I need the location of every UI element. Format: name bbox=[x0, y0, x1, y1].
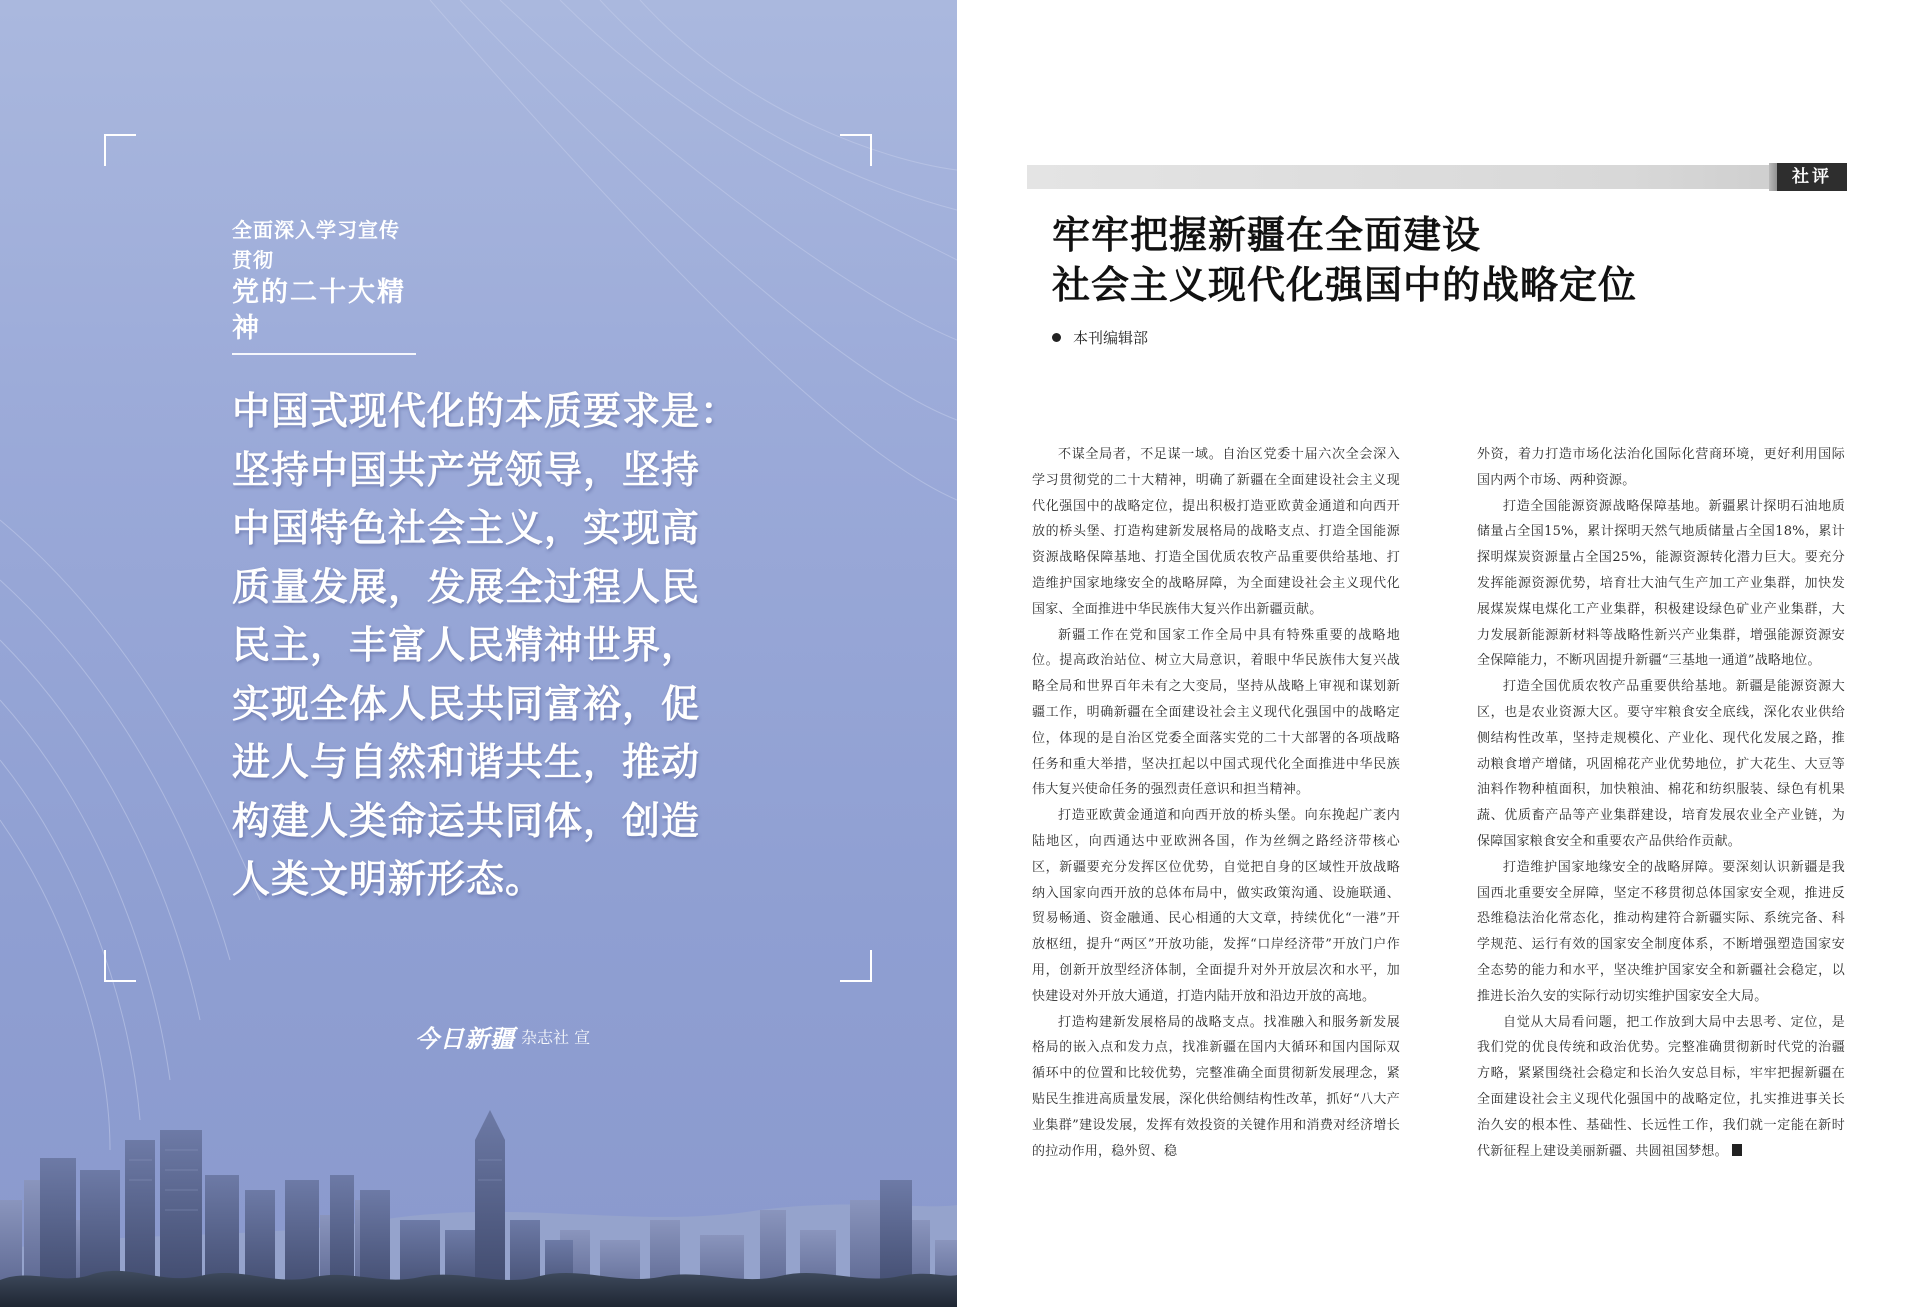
left-page bbox=[0, 0, 957, 1307]
paragraph: 打造全国能源资源战略保障基地。新疆累计探明石油地质储量占全国15%，累计探明天然气地质储量占全国18%，累计探明煤炭资源量占全国25%，能源资源转化潜力巨大。要充分发挥能源资源优势，培育壮大油气生产加工产业集群，加快发展煤炭煤电煤化工产业集群，积极建设绿色矿业产业集群，大力发展新能源新材料等战略性新兴产业集群，增强能源资源安全保障能力，不断巩固提升新疆“三基地一通道”战略地位。 bbox=[1477, 498, 1845, 669]
city-skyline-image bbox=[0, 1080, 957, 1307]
frame-corner-bottom-right bbox=[840, 950, 872, 982]
paragraph: 打造构建新发展格局的战略支点。找准融入和服务新发展格局的嵌入点和发力点，找准新疆在国内大循环和国内国际双循环中的位置和比较优势，完整准确全面贯彻新发展理念，紧贴民生推进高质量发展，深化供给侧结构性改革，抓好“八大产业集群”建设发展，发挥有效投资的关键作用和消费对经济增长的拉动作用，稳外贸、稳 bbox=[1032, 1014, 1400, 1159]
quote-line: 中国特色社会主义，实现高 bbox=[232, 506, 701, 550]
frame-corner-top-left bbox=[104, 134, 136, 166]
quote-line: 质量发展，发展全过程人民 bbox=[232, 564, 701, 609]
column-tag: 社评 bbox=[1777, 163, 1847, 191]
paragraph: 打造亚欧黄金通道和向西开放的桥头堡。向东挽起广袤内陆地区，向西通达中亚欧洲各国，作为丝绸之路经济带核心区，新疆要充分发挥区位优势，自觉把自身的区域性开放战略纳入国家向西开放的总体布局中，做实政策沟通、设施联通、贸易畅通、资金融通、民心相通的大文章，持续优化“一港”开放枢纽，提升“两区”开放功能，发挥“口岸经济带”开放门户作用，创新开放型经济体制，全面提升对外开放层次和水平，加快建设对外开放大通道，打造内陆开放和沿边开放的高地。 bbox=[1032, 808, 1400, 1004]
paragraph: 新疆工作在党和国家工作全局中具有特殊重要的战略地位。提高政治站位、树立大局意识，着眼中华民族伟大复兴战略全局和世界百年未有之大变局，坚持从战略上审视和谋划新疆工作，明确新疆在全面建设社会主义现代化强国中的战略定位，体现的是自治区党委全面落实党的二十大部署的各项战略任务和重大举措，坚决扛起以中国式现代化全面推进中华民族伟大复兴使命任务的强烈责任意识和担当精神。 bbox=[1032, 627, 1400, 798]
publisher-suffix: 杂志社 宣 bbox=[521, 1027, 591, 1047]
frame-corner-top-right bbox=[840, 134, 872, 166]
theme-line-1: 全面深入学习宣传贯彻 bbox=[232, 218, 400, 272]
quote-line: 民主，丰富人民精神世界， bbox=[232, 623, 701, 667]
section-header-bar bbox=[1027, 165, 1777, 189]
paragraph-text: 自觉从大局看问题，把工作放到大局中去思考、定位，是我们党的优良传统和政治优势。完整准确贯彻新时代党的治疆方略，紧紧围绕社会稳定和长治久安总目标，牢牢把握新疆在全面建设社会主义现代化强国中的战略定位，扎实推进事关长治久安的根本性、基础性、长远性工作，我们就一定能在新时代新征程上建设美丽新疆、共圆祖国梦想。 bbox=[1477, 1014, 1845, 1159]
paragraph: 不谋全局者，不足谋一域。自治区党委十届六次全会深入学习贯彻党的二十大精神，明确了新疆在全面建设社会主义现代化强国中的战略定位，提出积极打造亚欧黄金通道和向西开放的桥头堡、打造构建新发展格局的战略支点、打造全国能源资源战略保障基地、打造全国优质农牧产品重要供给基地、打造维护国家地缘安全的战略屏障，为全面建设社会主义现代化国家、全面推进中华民族伟大复兴作出新疆贡献。 bbox=[1032, 447, 1400, 617]
theme-heading bbox=[232, 215, 416, 355]
paragraph: 打造全国优质农牧产品重要供给基地。新疆是能源资源大区，也是农业资源大区。要守牢粮食安全底线，深化农业供给侧结构性改革，坚持走规模化、产业化、现代化发展之路，推动粮食增产增储，巩固棉花产业优势地位，扩大花生、大豆等油料作物种植面积，加快粮油、棉花和纺织服装、绿色有机果蔬、优质畜产品等产业集群建设，培育发展农业全产业链，为保障国家粮食安全和重要农产品供给作贡献。 bbox=[1477, 679, 1845, 849]
key-quote bbox=[232, 382, 752, 909]
paragraph-last bbox=[1477, 1010, 1845, 1165]
byline bbox=[1052, 327, 1148, 348]
frame-corner-bottom-left bbox=[104, 950, 136, 982]
quote-line: 构建人类命运共同体，创造 bbox=[232, 798, 701, 843]
quote-line: 坚持中国共产党领导，坚持 bbox=[232, 447, 701, 492]
end-of-article-icon bbox=[1732, 1144, 1742, 1156]
quote-line: 进人与自然和谐共生，推动 bbox=[232, 740, 701, 784]
quote-line: 实现全体人民共同富裕，促 bbox=[232, 681, 701, 726]
theme-underline bbox=[232, 353, 416, 355]
publisher-credit bbox=[415, 1018, 590, 1054]
paragraph: 打造维护国家地缘安全的战略屏障。要深刻认识新疆是我国西北重要安全屏障，坚定不移贯彻总体国家安全观，推进反恐维稳法治化常态化，推动构建符合新疆实际、系统完备、科学规范、运行有效的国家安全制度体系，不断增强塑造国家安全态势的能力和水平，坚决维护国家安全和新疆社会稳定，以推进长治久安的实际行动切实维护国家安全大局。 bbox=[1477, 859, 1845, 1004]
author: 本刊编辑部 bbox=[1073, 329, 1149, 347]
quote-line: 中国式现代化的本质要求是： bbox=[232, 389, 740, 433]
theme-line-2: 党的二十大精神 bbox=[232, 277, 406, 344]
quote-line: 人类文明新形态。 bbox=[232, 857, 545, 901]
paragraph: 外资，着力打造市场化法治化国际化营商环境，更好利用国际国内两个市场、两种资源。 bbox=[1477, 447, 1845, 488]
article-title bbox=[1052, 210, 1812, 310]
text-column-1 bbox=[1032, 442, 1400, 1164]
text-column-2 bbox=[1477, 442, 1845, 1164]
byline-bullet-icon bbox=[1052, 333, 1061, 342]
title-line-1: 牢牢把握新疆在全面建设 bbox=[1052, 213, 1482, 257]
title-line-2: 社会主义现代化强国中的战略定位 bbox=[1052, 263, 1638, 307]
publisher-logo: 今日新疆 bbox=[415, 1023, 515, 1053]
right-page bbox=[957, 0, 1920, 1307]
